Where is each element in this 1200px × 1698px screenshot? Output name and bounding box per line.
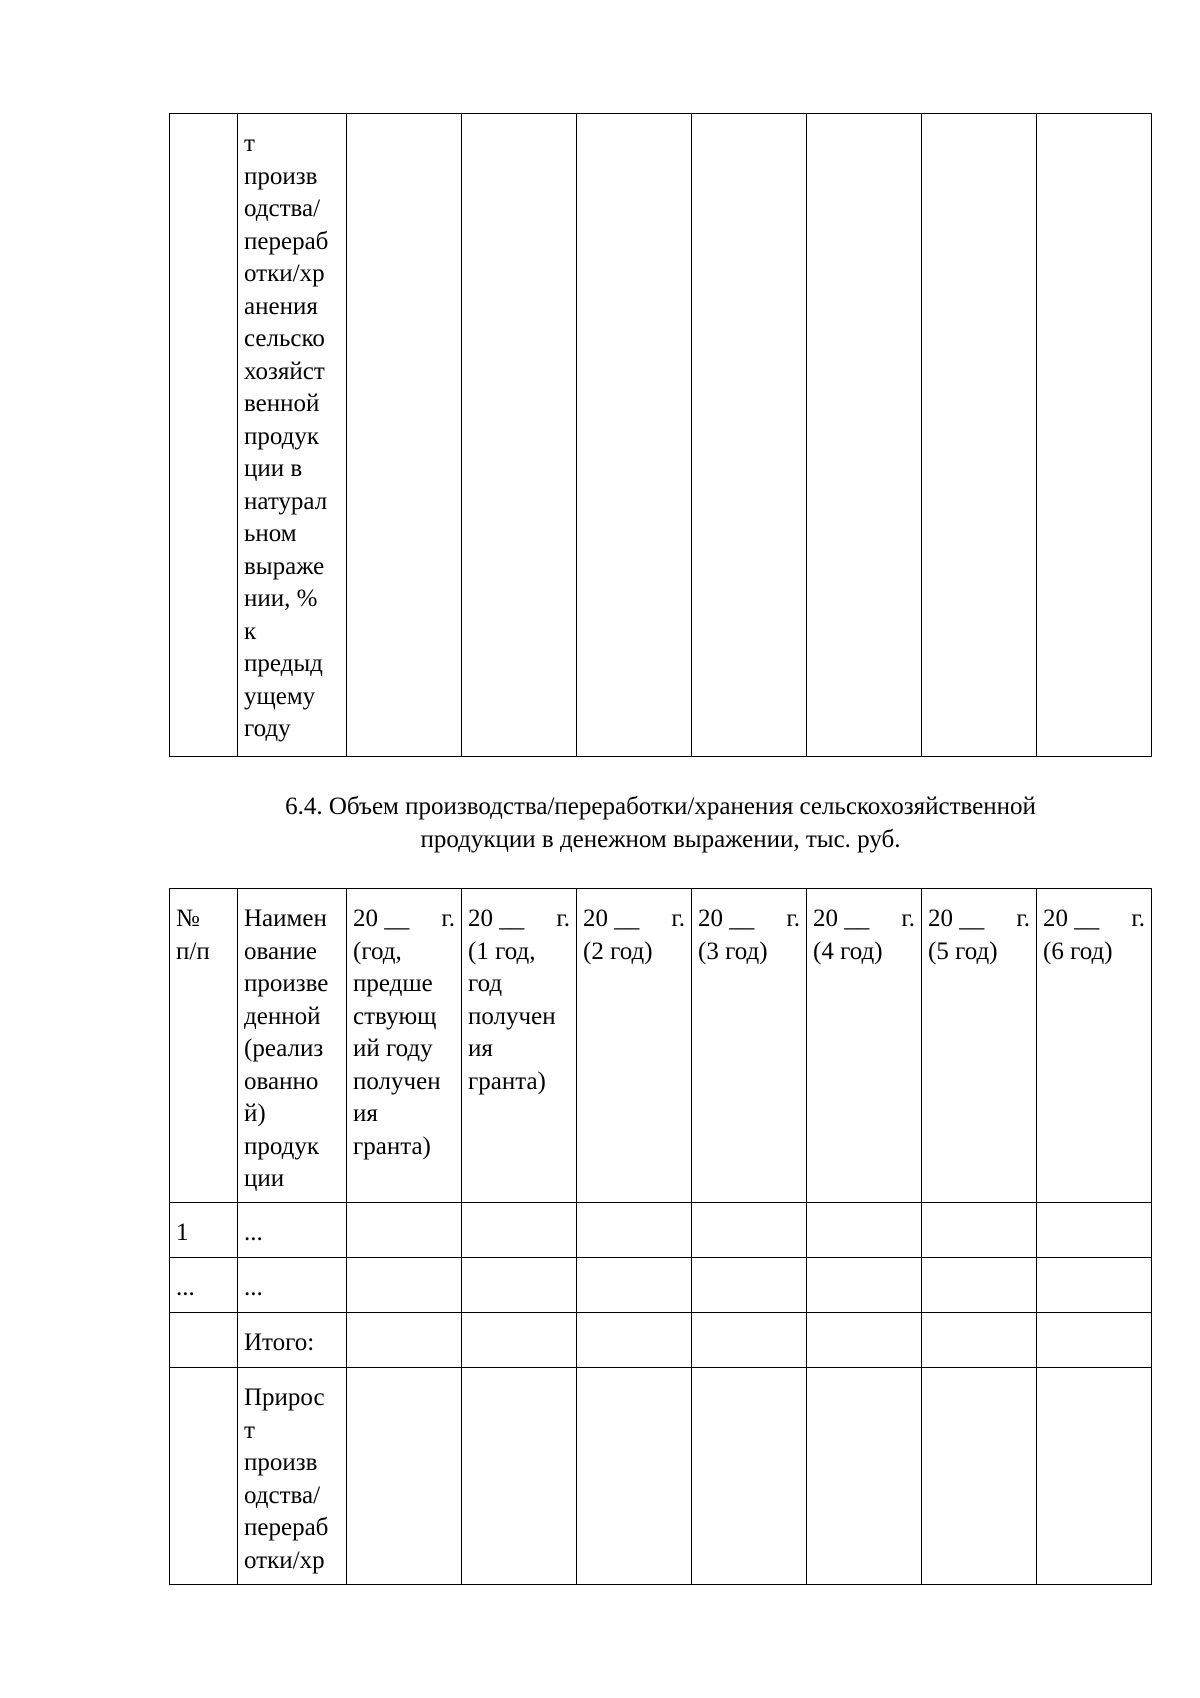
year-suffix: г. [671,905,685,932]
header-year-5 [922,889,1037,1203]
cell-text-line: произв [244,162,318,190]
year-header-line: ий году [353,1035,433,1062]
header-year-6 [1037,889,1152,1203]
year-suffix: г. [1016,905,1030,932]
cell-text-line: перераб [244,1514,329,1541]
section-heading-line: 6.4. Объем производства/переработки/хранения сельскохозяйственной [285,793,1036,820]
year-placeholder: 20 __ [928,905,985,932]
value-cell [1037,1258,1152,1313]
value-cell [922,114,1037,757]
cell-text-line: выраже [244,552,325,580]
year-header-top [353,903,455,936]
year-header-line: ия [353,1100,378,1127]
cell-text-line: т [244,1416,255,1444]
cell-text-line: продук [244,422,320,450]
year-header-top [583,903,685,936]
row-name-cell: ... [238,1203,347,1258]
table-row [170,114,1152,757]
cell-text-line: Наимен [244,905,327,932]
value-cell [1037,1313,1152,1368]
year-header-line: ствующ [353,1002,437,1030]
year-header-line: гранта) [353,1132,431,1160]
header-year-3 [692,889,807,1203]
year-header-line: предше [353,970,433,997]
value-cell [347,1313,462,1368]
year-suffix: г. [786,905,800,932]
cell-text-line: Прирос [244,1384,325,1411]
table-growth-row [170,1368,1152,1585]
value-cell [922,1368,1037,1585]
cell-text-line: анения [244,292,318,320]
cell-text-line: нии, % [244,585,318,612]
row-name-cell: Итого: [238,1313,347,1368]
year-header-top [468,903,570,936]
header-year-4 [807,889,922,1203]
monetary-volume-table [169,888,1152,1585]
value-cell [807,1368,922,1585]
cell-text-line: отки/хр [244,1546,325,1574]
year-header-line: (3 год) [698,937,768,965]
header-product-name [238,889,347,1203]
cell-text-line: (реализ [244,1035,324,1062]
header-number: № п/п [170,889,238,1203]
cell-text-line: произве [244,970,329,997]
value-cell [692,1313,807,1368]
year-placeholder: 20 __ [468,905,525,932]
year-header-line: (6 год) [1043,937,1113,965]
value-cell [1037,1203,1152,1258]
year-header-line: год [468,970,503,997]
cell-text-line: к [244,617,257,645]
cell-text-line: одства/ [244,1481,321,1509]
year-suffix: г. [901,905,915,932]
cell-text-line: денной [244,1002,321,1030]
section-heading [169,791,1152,856]
value-cell [692,1368,807,1585]
value-cell [807,1258,922,1313]
cell-text-line: сельско [244,325,325,352]
cell-text-line: предыд [244,650,323,677]
cell-text-line: отки/хр [244,260,325,287]
cell-text-line: продук [244,1132,320,1160]
cell-text-line: ции [244,1165,285,1192]
year-suffix: г. [441,905,455,932]
year-header-line: (1 год, [468,937,536,965]
year-header-line: (4 год) [813,937,883,965]
table-row [170,1258,1152,1313]
cell-text-line: ции в [244,455,303,482]
table-header-row [170,889,1152,1203]
value-cell [577,1368,692,1585]
row-number-cell [170,1368,238,1585]
value-cell [347,1203,462,1258]
row-label-cell [238,1368,347,1585]
table-total-row [170,1313,1152,1368]
value-cell [577,114,692,757]
value-cell [1037,114,1152,757]
header-year-0 [347,889,462,1203]
year-header-top [1043,903,1145,936]
row-number-cell [170,1313,238,1368]
table-row [170,1203,1152,1258]
value-cell [692,1258,807,1313]
cell-text-line: ование [244,937,317,965]
value-cell [462,1203,577,1258]
growth-table-continuation [169,113,1152,757]
year-header-line: (5 год) [928,937,998,965]
cell-text-line: перераб [244,227,329,255]
year-header-line: ия [468,1035,493,1062]
value-cell [922,1258,1037,1313]
header-year-2 [577,889,692,1203]
value-cell [692,114,807,757]
cell-text-line: произв [244,1449,318,1476]
year-header-top [813,903,915,936]
cell-text-line: т [244,130,255,157]
row-number-cell [170,114,238,757]
cell-text-line: й) [244,1100,266,1127]
year-header-top [928,903,1030,936]
row-number-cell: 1 [170,1203,238,1258]
year-header-top [698,903,800,936]
value-cell [577,1258,692,1313]
year-header-line: (2 год) [583,937,653,965]
cell-text-line: ущему [244,682,316,710]
year-placeholder: 20 __ [813,905,870,932]
value-cell [347,1258,462,1313]
value-cell [692,1203,807,1258]
value-cell [577,1203,692,1258]
cell-text-line: натурал [244,487,328,515]
row-label-cell [238,114,347,757]
cell-text-line: ьном [244,520,297,547]
cell-text-line: ованно [244,1067,319,1095]
section-heading-line: продукции в денежном выражении, тыс. руб. [420,825,901,853]
year-header-line: (год, [353,937,402,965]
header-year-1 [462,889,577,1203]
year-suffix: г. [1131,905,1145,932]
value-cell [922,1313,1037,1368]
row-number-cell: ... [170,1258,238,1313]
cell-text-line: венной [244,390,320,417]
value-cell [807,1203,922,1258]
value-cell [462,1368,577,1585]
value-cell [347,114,462,757]
value-cell [462,114,577,757]
value-cell [922,1203,1037,1258]
value-cell [1037,1368,1152,1585]
year-placeholder: 20 __ [583,905,640,932]
cell-text-line: году [244,715,291,742]
year-suffix: г. [556,905,570,932]
value-cell [462,1258,577,1313]
year-header-line: получен [353,1067,441,1095]
cell-text-line: хозяйст [244,357,325,385]
year-placeholder: 20 __ [1043,905,1100,932]
value-cell [807,114,922,757]
value-cell [807,1313,922,1368]
value-cell [347,1368,462,1585]
year-placeholder: 20 __ [353,905,410,932]
year-placeholder: 20 __ [698,905,755,932]
value-cell [462,1313,577,1368]
value-cell [577,1313,692,1368]
row-name-cell: ... [238,1258,347,1313]
cell-text-line: одства/ [244,195,321,222]
year-header-line: гранта) [468,1067,546,1095]
year-header-line: получен [468,1002,556,1030]
